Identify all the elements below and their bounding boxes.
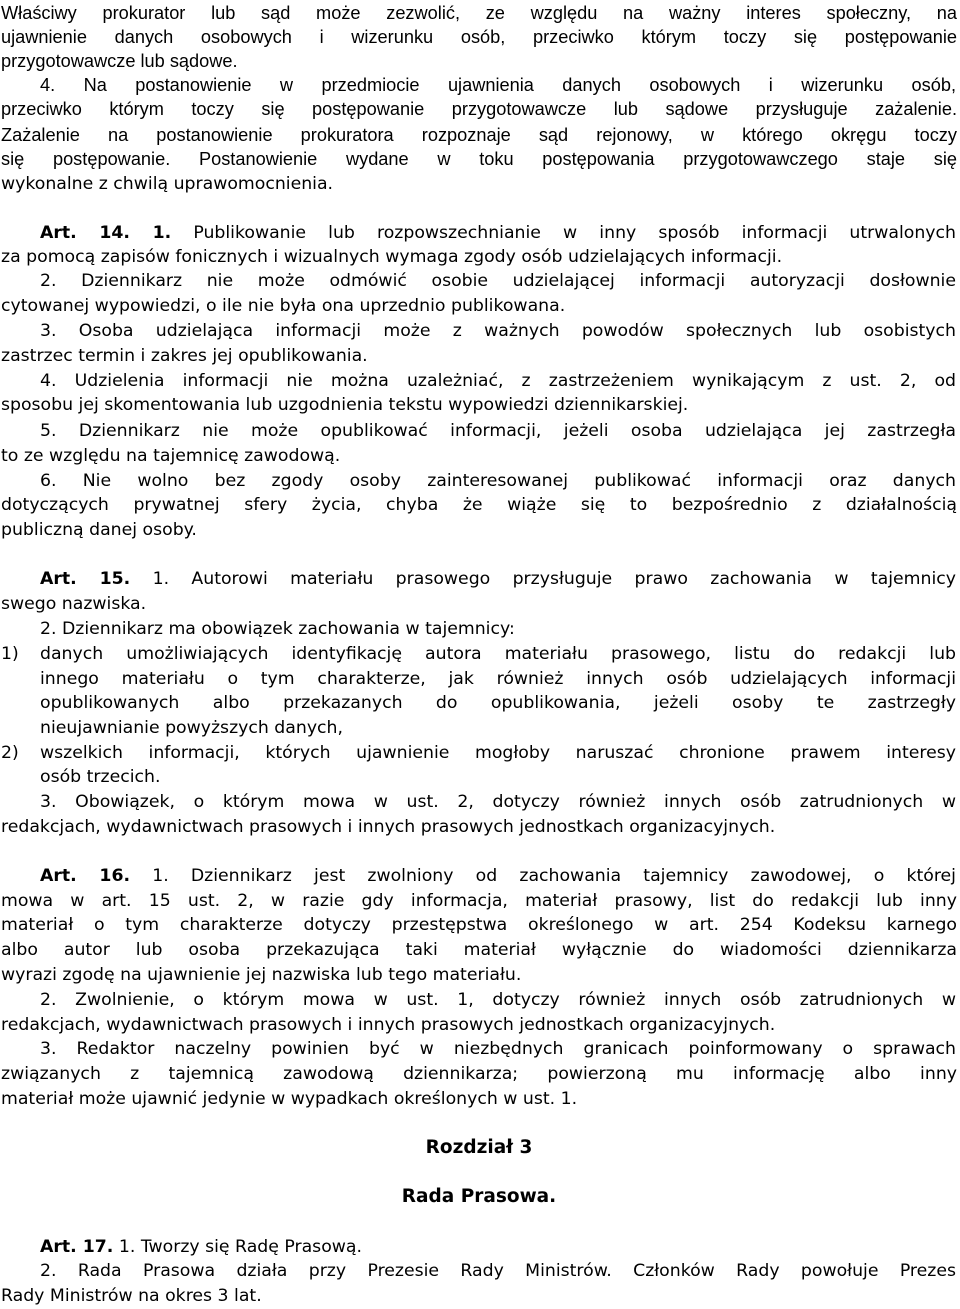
line-text: sposobu jej skomentowania lub uzgodnienia tekstu wypowiedzi dziennikarskiej. bbox=[1, 395, 689, 415]
line-text: albo autor lub osoba przekazująca taki materiał wyłącznie do wiadomości dziennikarza bbox=[1, 940, 957, 960]
article-number: Art. 15. bbox=[40, 569, 131, 589]
text-line bbox=[1, 1061, 957, 1087]
text-line bbox=[40, 1234, 362, 1260]
text-line bbox=[40, 715, 343, 741]
line-text: wyrazi zgodę na ujawnienie jej nazwiska lub tego materiału. bbox=[1, 965, 522, 985]
text-line bbox=[1, 48, 238, 74]
line-text: 2. Zwolnienie, o którym mowa w ust. 1, dotyczy również innych osób zatrudnionych w bbox=[40, 990, 956, 1010]
line-text: innego materiału o tym charakterze, jak również innych osób udzielających informacji bbox=[40, 669, 956, 689]
line-text: się postępowanie. Postanowienie wydane w toku postępowania przygotowawczego staje się bbox=[1, 149, 957, 169]
text-line bbox=[1, 392, 688, 418]
line-text: 3. Osoba udzielająca informacji może z ważnych powodów społecznych lub osobistych bbox=[40, 321, 956, 341]
text-line bbox=[1, 492, 957, 518]
text-line bbox=[40, 368, 956, 394]
text-line bbox=[1, 912, 957, 938]
line-text: 2. Dziennikarz nie może odmówić osobie udzielającej informacji autoryzacji dosłownie bbox=[40, 271, 956, 291]
text-line bbox=[1, 293, 565, 319]
text-line bbox=[1, 171, 333, 197]
text-line bbox=[40, 666, 956, 692]
text-line bbox=[40, 318, 956, 344]
line-text: materiał o tym charakterze dotyczy przestępstwa określonego w art. 254 Kodeksu karnego bbox=[1, 915, 957, 935]
line-text: ujawnienie danych osobowych i wizerunku osób, przeciwko którym toczy się postępowanie bbox=[1, 27, 957, 47]
text-line bbox=[40, 268, 956, 294]
line-text: 4. Na postanowienie w przedmiocie ujawnienia danych osobowych i wizerunku osób, bbox=[40, 75, 956, 95]
text-line bbox=[1, 888, 957, 914]
text-line bbox=[1, 517, 197, 543]
line-text: redakcjach, wydawnictwach prasowych i innych prasowych jednostkach organizacyjnych. bbox=[1, 1015, 776, 1035]
text-line bbox=[40, 789, 956, 815]
line-text: 2. Rada Prasowa działa przy Prezesie Rady Ministrów. Członków Rady powołuje Prezes bbox=[40, 1261, 956, 1281]
chapter-title bbox=[1, 1135, 957, 1161]
text-line bbox=[1, 146, 957, 172]
text-line bbox=[1, 740, 956, 766]
line-text: za pomocą zapisów fonicznych i wizualnych wymaga zgody osób udzielających informacji. bbox=[1, 247, 783, 267]
text-line bbox=[1, 122, 957, 148]
text-line bbox=[1, 443, 340, 469]
text-line bbox=[1, 24, 957, 50]
text-line bbox=[1, 814, 775, 840]
text-line bbox=[40, 72, 956, 98]
article-number: Art. 14. 1. bbox=[40, 223, 172, 243]
text-line bbox=[40, 1258, 956, 1284]
line-text: Zażalenie na postanowienie prokuratora rozpoznaje sąd rejonowy, w którego okręgu toczy bbox=[1, 125, 957, 145]
line-text: publiczną danej osoby. bbox=[1, 520, 197, 540]
line-text: nieujawnianie powyższych danych, bbox=[40, 718, 343, 738]
text-line bbox=[40, 468, 956, 494]
line-text: Publikowanie lub rozpowszechnianie w inny sposób informacji utrwalonych bbox=[171, 223, 956, 243]
line-text: 4. Udzielenia informacji nie można uzależniać, z zastrzeżeniem wynikającym z ust. 2, od bbox=[40, 371, 956, 391]
text-line bbox=[40, 418, 956, 444]
line-text: 3. Obowiązek, o którym mowa w ust. 2, dotyczy również innych osób zatrudnionych w bbox=[40, 792, 956, 812]
line-text: 2. Dziennikarz ma obowiązek zachowania w tajemnicy: bbox=[40, 619, 515, 639]
text-line bbox=[1, 0, 957, 26]
line-text: przeciwko którym toczy się postępowanie przygotowawcze lub sądowe przysługuje zażalenie. bbox=[1, 99, 957, 119]
line-text: cytowanej wypowiedzi, o ile nie była ona uprzednio publikowana. bbox=[1, 296, 566, 316]
text-line bbox=[1, 1012, 775, 1038]
text-line bbox=[40, 764, 160, 790]
line-text: materiał może ujawnić jedynie w wypadkach określonych w ust. 1. bbox=[1, 1089, 578, 1109]
text-line bbox=[40, 863, 956, 889]
line-text: 1. Tworzy się Radę Prasową. bbox=[113, 1237, 362, 1257]
line-text: Rozdział 3 bbox=[425, 1137, 533, 1158]
text-line bbox=[40, 566, 956, 592]
text-line bbox=[40, 616, 515, 642]
text-line bbox=[40, 987, 956, 1013]
line-text: redakcjach, wydawnictwach prasowych i innych prasowych jednostkach organizacyjnych. bbox=[1, 817, 776, 837]
text-line bbox=[1, 1283, 262, 1309]
text-line bbox=[1, 591, 146, 617]
line-text: Właściwy prokurator lub sąd może zezwolić, ze względu na ważny interes społeczny, na bbox=[1, 3, 957, 23]
article-number: Art. 16. bbox=[40, 866, 131, 886]
list-number: 2) bbox=[1, 743, 19, 763]
text-line bbox=[1, 962, 521, 988]
text-line bbox=[1, 641, 956, 667]
text-line bbox=[1, 343, 368, 369]
list-number: 1) bbox=[1, 644, 19, 664]
line-text: 1. Dziennikarz jest zwolniony od zachowania tajemnicy zawodowej, o której bbox=[130, 866, 956, 886]
text-line bbox=[40, 690, 956, 716]
line-text: związanych z tajemnicą zawodową dziennikarza; powierzoną mu informację albo inny bbox=[1, 1064, 957, 1084]
text-line bbox=[40, 1036, 956, 1062]
line-text: 1. Autorowi materiału prasowego przysługuje prawo zachowania w tajemnicy bbox=[130, 569, 956, 589]
text-line bbox=[1, 244, 782, 270]
line-text: wykonalne z chwilą uprawomocnienia. bbox=[1, 174, 334, 194]
line-text: to ze względu na tajemnicę zawodową. bbox=[1, 446, 341, 466]
text-line bbox=[1, 96, 957, 122]
chapter-title bbox=[1, 1184, 957, 1210]
line-text: Rady Ministrów na okres 3 lat. bbox=[1, 1286, 262, 1306]
text-line bbox=[1, 1086, 577, 1112]
text-line bbox=[40, 220, 956, 246]
line-text: Rada Prasowa. bbox=[401, 1186, 557, 1207]
line-text: 3. Redaktor naczelny powinien być w niezbędnych granicach poinformowany o sprawach bbox=[40, 1039, 956, 1059]
line-text: 5. Dziennikarz nie może opublikować informacji, jeżeli osoba udzielająca jej zastrzegła bbox=[40, 421, 956, 441]
line-text: mowa w art. 15 ust. 2, w razie gdy informacja, materiał prasowy, list do redakcji lub inny bbox=[1, 891, 957, 911]
line-text: osób trzecich. bbox=[40, 767, 161, 787]
line-text: danych umożliwiających identyfikację autora materiału prasowego, listu do redakcji lub bbox=[40, 644, 956, 664]
line-text: swego nazwiska. bbox=[1, 594, 147, 614]
line-text: przygotowawcze lub sądowe. bbox=[1, 51, 238, 71]
line-text: dotyczących prywatnej sfery życia, chyba że wiąże się to bezpośrednio z działalnością bbox=[1, 495, 957, 515]
line-text: opublikowanych albo przekazanych do opublikowania, jeżeli osoby te zastrzegły bbox=[40, 693, 956, 713]
line-text: 6. Nie wolno bez zgody osoby zainteresowanej publikować informacji oraz danych bbox=[40, 471, 956, 491]
text-line bbox=[1, 937, 957, 963]
line-text: zastrzec termin i zakres jej opublikowania. bbox=[1, 346, 368, 366]
article-number: Art. 17. bbox=[40, 1237, 114, 1257]
line-text: wszelkich informacji, których ujawnienie mogłoby naruszać chronione prawem interesy bbox=[40, 743, 956, 763]
